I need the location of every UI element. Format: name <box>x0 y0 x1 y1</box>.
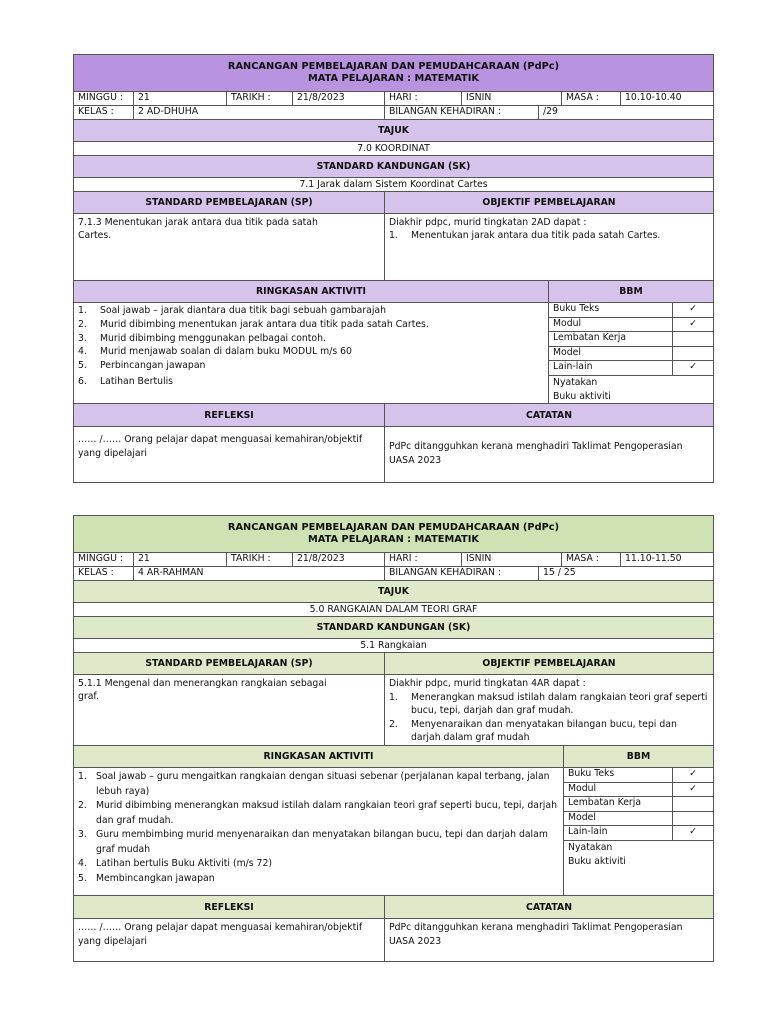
refleksi-header: REFLEKSI <box>74 404 385 426</box>
kehadiran-label: BILANGAN KEHADIRAN : <box>385 567 539 580</box>
kelas-label: KELAS : <box>74 106 134 119</box>
catatan-value: PdPc ditangguhkan kerana menghadiri Taklimat Pengoperasian UASA 2023 <box>389 922 683 947</box>
kehadiran-value: /29 <box>543 106 558 117</box>
masa-label: MASA : <box>562 553 621 566</box>
bbm-label: Model <box>564 812 673 826</box>
objektif-header: OBJEKTIF PEMBELAJARAN <box>385 653 713 674</box>
sp-value: 5.1.1 Mengenal dan menerangkan rangkaian sebagai graf. <box>74 675 385 745</box>
minggu-label: MINGGU : <box>74 553 134 566</box>
masa-value: 11.10-11.50 <box>625 553 682 564</box>
kelas-value: 4 AR-RAHMAN <box>134 567 385 580</box>
check-icon: ✓ <box>689 303 697 314</box>
tarikh-value: 21/8/2023 <box>293 553 385 566</box>
sk-header: STANDARD KANDUNGAN (SK) <box>74 617 713 638</box>
catatan-value: PdPc ditangguhkan kerana menghadiri Taklimat Pengoperasian UASA 2023 <box>389 441 683 466</box>
refleksi-value: …… /…… Orang pelajar dapat menguasai kemahiran/objektif yang dipelajari <box>74 427 385 482</box>
bbm-note: Nyatakan <box>568 841 613 853</box>
bbm-row <box>564 826 713 841</box>
list-item: 1. Soal jawab – jarak diantara dua titik bagi sebuah gambarajah <box>78 305 387 316</box>
list-item: 3. Guru membimbing murid menyenaraikan dan menyatakan bilangan bucu, tepi dan darjah dalam graf mudah <box>78 829 548 855</box>
kelas-label: KELAS : <box>74 567 134 580</box>
list-item: 2. Murid dibimbing menerangkan maksud istilah dalam rangkaian teori graf seperti bucu, tepi, darjah dan graf mudah. <box>78 800 557 826</box>
minggu-label: MINGGU : <box>74 92 134 105</box>
plan-title-line-1: RANCANGAN PEMBELAJARAN DAN PEMUDAHCARAAN (PdPc) <box>227 61 560 72</box>
kelas-value: 2 AD-DHUHA <box>134 106 385 119</box>
aktiviti-list <box>78 770 559 886</box>
list-item: 1. Menerangkan maksud istilah dalam rangkaian teori graf seperti bucu, tepi, darjah dan graf mudah. <box>389 691 708 716</box>
bbm-label: Buku Teks <box>549 303 673 317</box>
hari-value: ISNIN <box>462 553 562 566</box>
objektif-intro: Diakhir pdpc, murid tingkatan 4AR dapat : <box>389 678 586 689</box>
plan-title-line-1: RANCANGAN PEMBELAJARAN DAN PEMUDAHCARAAN (PdPc) <box>227 522 560 533</box>
check-icon: ✓ <box>689 782 697 794</box>
refleksi-header: REFLEKSI <box>74 896 385 918</box>
objektif-intro: Diakhir pdpc, murid tingkatan 2AD dapat : <box>389 217 587 228</box>
tajuk-header: TAJUK <box>74 120 713 141</box>
minggu-value: 21 <box>134 553 227 566</box>
minggu-value: 21 <box>134 92 227 105</box>
bbm-label: Buku Teks <box>564 768 673 782</box>
catatan-header: CATATAN <box>385 896 713 918</box>
list-item: 1. Soal jawab – guru mengaitkan rangkaian dengan situasi sebenar (perjalanan kapal terbang, jalan lebuh raya) <box>78 771 550 797</box>
bbm-label: Lain-lain <box>564 826 673 840</box>
check-icon <box>673 812 713 826</box>
aktiviti-cell <box>74 768 564 895</box>
objektif-list <box>389 691 709 745</box>
bbm-note: Buku aktiviti <box>568 855 626 867</box>
sk-header: STANDARD KANDUNGAN (SK) <box>74 156 713 177</box>
aktiviti-cell <box>74 303 549 403</box>
bbm-row <box>549 318 713 333</box>
check-icon: ✓ <box>689 361 697 372</box>
plan-title <box>74 516 713 553</box>
check-icon <box>673 347 713 361</box>
tajuk-header: TAJUK <box>74 581 713 602</box>
list-item: 4. Latihan bertulis Buku Aktiviti (m/s 72) <box>78 858 273 869</box>
lesson-plan-1 <box>73 54 714 483</box>
bbm-label: Lembatan Kerja <box>564 797 673 811</box>
check-icon <box>673 332 713 346</box>
tarikh-label: TARIKH : <box>227 92 293 105</box>
masa-value: 10.10-10.40 <box>625 92 682 103</box>
bbm-row <box>549 361 713 376</box>
info-row-2 <box>74 106 713 120</box>
sk-value: 5.1 Rangkaian <box>360 640 427 651</box>
bbm-note: Buku aktiviti <box>553 390 611 402</box>
objektif-cell <box>385 675 713 745</box>
bbm-row <box>549 303 713 318</box>
catatan-header: CATATAN <box>385 404 713 426</box>
info-row-1 <box>74 553 713 567</box>
bbm-header: BBM <box>564 746 713 767</box>
plan-title-line-2: MATA PELAJARAN : MATEMATIK <box>308 534 479 545</box>
list-item: 6. Latihan Bertulis <box>78 375 174 387</box>
plan-title <box>74 55 713 92</box>
hari-value: ISNIN <box>462 92 562 105</box>
bbm-label: Modul <box>549 318 673 332</box>
sk-value: 7.1 Jarak dalam Sistem Koordinat Cartes <box>299 179 488 190</box>
bbm-row <box>549 347 713 362</box>
sp-value: 7.1.3 Menentukan jarak antara dua titik pada satah Cartes. <box>74 214 385 280</box>
kehadiran-value: 15 / 25 <box>543 567 576 578</box>
list-item: 2. Murid dibimbing menentukan jarak antara dua titik pada satah Cartes. <box>78 318 429 330</box>
check-icon: ✓ <box>689 768 697 779</box>
sp-header: STANDARD PEMBELAJARAN (SP) <box>74 192 385 213</box>
tarikh-label: TARIKH : <box>227 553 293 566</box>
bbm-header: BBM <box>549 281 713 302</box>
tarikh-value: 21/8/2023 <box>293 92 385 105</box>
aktiviti-header: RINGKASAN AKTIVITI <box>74 281 549 302</box>
bbm-row <box>564 768 713 783</box>
bbm-label: Modul <box>564 783 673 797</box>
check-icon <box>673 797 713 811</box>
info-row-1 <box>74 92 713 106</box>
lesson-plan-2 <box>73 515 714 962</box>
plan-title-line-2: MATA PELAJARAN : MATEMATIK <box>308 73 479 84</box>
bbm-note: Nyatakan <box>553 376 598 388</box>
aktiviti-list <box>78 304 544 389</box>
list-item: 2. Menyenaraikan dan menyatakan bilangan bucu, tepi dan darjah dalam graf mudah <box>389 718 677 743</box>
objektif-cell <box>385 214 713 280</box>
masa-label: MASA : <box>562 92 621 105</box>
list-item: 5. Perbincangan jawapan <box>78 360 206 372</box>
bbm-cell <box>564 768 713 895</box>
bbm-row <box>564 812 713 827</box>
list-item: 3. Murid dibimbing menggunakan pelbagai contoh. <box>78 332 326 344</box>
hari-label: HARI : <box>385 553 462 566</box>
objektif-list <box>389 229 709 242</box>
list-item: 4. Murid menjawab soalan di dalam buku MODUL m/s 60 <box>78 346 352 358</box>
info-row-2 <box>74 567 713 581</box>
bbm-label: Model <box>549 347 673 361</box>
list-item: 5. Membincangkan jawapan <box>78 872 215 884</box>
bbm-label: Lain-lain <box>549 361 673 375</box>
check-icon: ✓ <box>689 317 697 329</box>
objektif-header: OBJEKTIF PEMBELAJARAN <box>385 192 713 213</box>
refleksi-value: …… /…… Orang pelajar dapat menguasai kemahiran/objektif yang dipelajari <box>74 919 385 961</box>
hari-label: HARI : <box>385 92 462 105</box>
bbm-row <box>564 783 713 798</box>
aktiviti-header: RINGKASAN AKTIVITI <box>74 746 564 767</box>
sp-header: STANDARD PEMBELAJARAN (SP) <box>74 653 385 674</box>
tajuk-value: 7.0 KOORDINAT <box>357 143 430 154</box>
bbm-label: Lembatan Kerja <box>549 332 673 346</box>
check-icon: ✓ <box>689 826 697 837</box>
tajuk-value: 5.0 RANGKAIAN DALAM TEORI GRAF <box>309 604 478 615</box>
bbm-cell <box>549 303 713 403</box>
kehadiran-label: BILANGAN KEHADIRAN : <box>385 106 539 119</box>
list-item: 1. Menentukan jarak antara dua titik pada satah Cartes. <box>389 230 661 241</box>
bbm-row <box>549 332 713 347</box>
bbm-row <box>564 797 713 812</box>
